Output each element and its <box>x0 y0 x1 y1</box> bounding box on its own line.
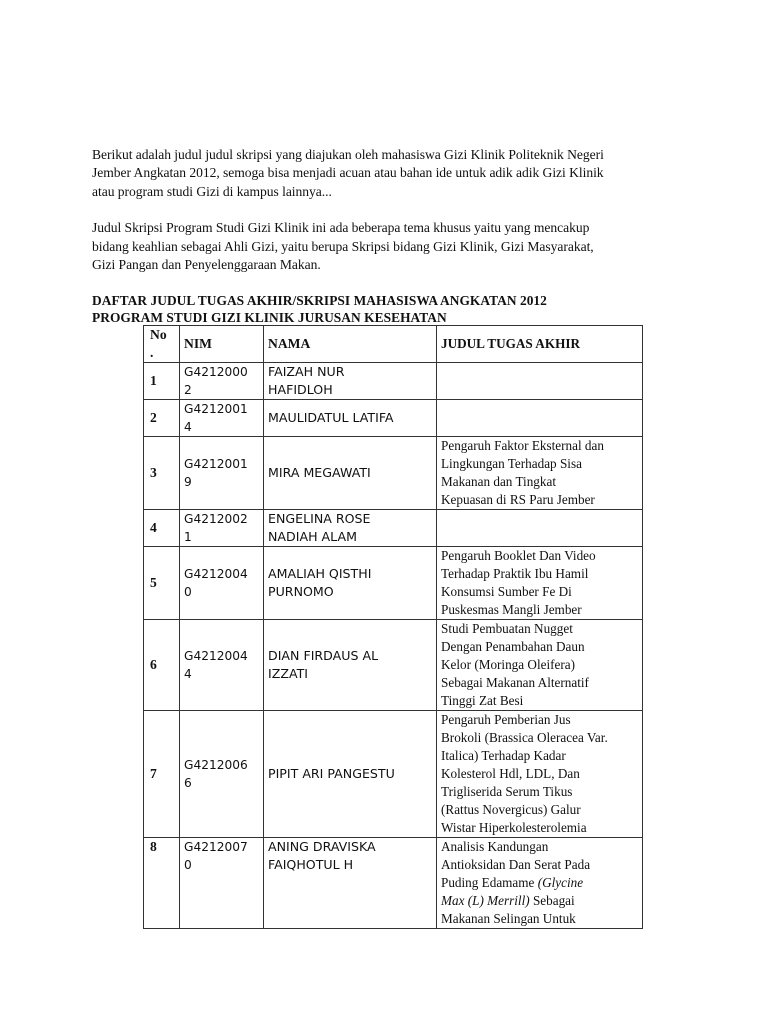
nim-part: 4 <box>184 420 192 434</box>
cell-nim <box>180 547 264 620</box>
judul-line: Konsumsi Sumber Fe Di <box>441 584 572 599</box>
cell-judul <box>437 711 643 838</box>
judul-text: Puding Edamame <box>441 875 538 890</box>
judul-line <box>441 874 638 892</box>
judul-line: Pengaruh Booklet Dan Video <box>441 548 596 563</box>
nama-part: DIAN FIRDAUS AL <box>268 648 379 663</box>
cell-judul <box>437 437 643 510</box>
cell-nim <box>180 400 264 437</box>
species-name-italic: Max (L) Merrill) <box>441 893 530 908</box>
cell-no: 3 <box>144 437 180 510</box>
intro-paragraph <box>92 146 672 201</box>
judul-line: Pengaruh Faktor Eksternal dan <box>441 438 604 453</box>
cell-nama <box>264 400 437 437</box>
nim-part: 1 <box>184 530 192 544</box>
cell-judul <box>437 363 643 400</box>
cell-nama <box>264 838 437 929</box>
intro-line: Berikut adalah judul judul skripsi yang diajukan oleh mahasiswa Gizi Klinik Politeknik Negeri <box>92 147 604 162</box>
header-nim: NIM <box>180 326 264 363</box>
table-row <box>144 400 643 437</box>
nim-part: 9 <box>184 475 192 489</box>
cell-nama <box>264 711 437 838</box>
cell-nim <box>180 437 264 510</box>
judul-line: Makanan Selingan Untuk <box>441 911 576 926</box>
nim-part: 2 <box>184 383 192 397</box>
cell-nim <box>180 620 264 711</box>
nim-part: 4 <box>184 667 192 681</box>
header-judul: JUDUL TUGAS AKHIR <box>437 326 643 363</box>
nama-part: AMALIAH QISTHI <box>268 566 372 581</box>
judul-line: Dengan Penambahan Daun <box>441 639 585 654</box>
judul-line <box>441 892 638 910</box>
table-row <box>144 711 643 838</box>
cell-judul <box>437 620 643 711</box>
nama-part: NADIAH ALAM <box>268 529 357 544</box>
intro-line: atau program studi Gizi di kampus lainnya... <box>92 183 332 199</box>
judul-line: Trigliserida Serum Tikus <box>441 784 573 799</box>
cell-nim <box>180 838 264 929</box>
nim-part: G4212002 <box>184 512 248 526</box>
nim-part: G4212004 <box>184 649 248 663</box>
intro-line: Jember Angkatan 2012, semoga bisa menjadi acuan atau bahan ide untuk adik adik Gizi Klinik <box>92 165 604 181</box>
cell-nama <box>264 547 437 620</box>
list-heading-line2: PROGRAM STUDI GIZI KLINIK JURUSAN KESEHATAN <box>92 310 447 326</box>
judul-line: Kolesterol Hdl, LDL, Dan <box>441 766 580 781</box>
table-row <box>144 363 643 400</box>
nama-part: PURNOMO <box>268 584 334 599</box>
judul-line: Tinggi Zat Besi <box>441 693 524 708</box>
judul-line: Pengaruh Pemberian Jus <box>441 712 571 727</box>
judul-text: Sebagai <box>529 893 575 908</box>
cell-no: 2 <box>144 400 180 437</box>
nim-part: G4212007 <box>184 840 248 854</box>
judul-line: Sebagai Makanan Alternatif <box>441 675 589 690</box>
judul-line: (Rattus Novergicus) Galur <box>441 802 581 817</box>
cell-no: 7 <box>144 711 180 838</box>
thesis-table <box>143 325 643 929</box>
nim-part: G4212000 <box>184 365 248 379</box>
table-header-row <box>144 326 643 363</box>
theme-line: bidang keahlian sebagai Ahli Gizi, yaitu berupa Skripsi bidang Gizi Klinik, Gizi Masyarakat, <box>92 238 594 254</box>
judul-line: Analisis Kandungan <box>441 839 549 854</box>
header-no-dot: . <box>150 345 154 360</box>
cell-nim <box>180 510 264 547</box>
nim-part: 0 <box>184 585 192 599</box>
cell-no: 1 <box>144 363 180 400</box>
table-row <box>144 437 643 510</box>
cell-judul <box>437 510 643 547</box>
theme-paragraph <box>92 219 672 274</box>
header-no <box>144 326 180 363</box>
judul-line: Brokoli (Brassica Oleracea Var. <box>441 730 608 745</box>
nama-part: ANING DRAVISKA <box>268 839 376 854</box>
table-row <box>144 547 643 620</box>
judul-line: Antioksidan Dan Serat Pada <box>441 857 591 872</box>
cell-nim <box>180 363 264 400</box>
cell-nama <box>264 437 437 510</box>
table-row <box>144 620 643 711</box>
nama-part: ENGELINA ROSE <box>268 511 371 526</box>
nim-part: 0 <box>184 858 192 872</box>
cell-judul <box>437 838 643 929</box>
cell-no: 4 <box>144 510 180 547</box>
nim-part: G4212004 <box>184 567 248 581</box>
judul-line: Terhadap Praktik Ibu Hamil <box>441 566 589 581</box>
judul-line: Studi Pembuatan Nugget <box>441 621 573 636</box>
table-row <box>144 838 643 929</box>
nama-part: MAULIDATUL LATIFA <box>268 410 394 425</box>
cell-nama <box>264 510 437 547</box>
theme-line: Judul Skripsi Program Studi Gizi Klinik ini ada beberapa tema khusus yaitu yang mencakup <box>92 220 590 236</box>
judul-line: Kepuasan di RS Paru Jember <box>441 492 595 507</box>
cell-judul <box>437 400 643 437</box>
nim-part: G4212001 <box>184 457 248 471</box>
judul-line: Puskesmas Mangli Jember <box>441 602 582 617</box>
nama-part: HAFIDLOH <box>268 382 333 397</box>
cell-nim <box>180 711 264 838</box>
cell-judul <box>437 547 643 620</box>
cell-nama <box>264 363 437 400</box>
judul-line: Makanan dan Tingkat <box>441 474 557 489</box>
cell-no: 5 <box>144 547 180 620</box>
nama-part: MIRA MEGAWATI <box>268 465 371 480</box>
nim-part: 6 <box>184 776 192 790</box>
nim-part: G4212006 <box>184 758 248 772</box>
judul-line: Italica) Terhadap Kadar <box>441 748 566 763</box>
nim-part: G4212001 <box>184 402 248 416</box>
header-nama: NAMA <box>264 326 437 363</box>
nama-part: FAIQHOTUL H <box>268 857 354 872</box>
judul-line: Wistar Hiperkolesterolemia <box>441 820 587 835</box>
document-body <box>92 146 672 326</box>
nama-part: PIPIT ARI PANGESTU <box>268 766 395 781</box>
nama-part: IZZATI <box>268 666 309 681</box>
nama-part: FAIZAH NUR <box>268 364 345 379</box>
judul-line: Kelor (Moringa Oleifera) <box>441 657 576 672</box>
table-row <box>144 510 643 547</box>
theme-line: Gizi Pangan dan Penyelenggaraan Makan. <box>92 257 321 273</box>
header-no-text: No <box>150 327 167 342</box>
list-heading-line1: DAFTAR JUDUL TUGAS AKHIR/SKRIPSI MAHASISWA ANGKATAN 2012 <box>92 293 547 309</box>
judul-line: Lingkungan Terhadap Sisa <box>441 456 582 471</box>
species-name-italic: (Glycine <box>537 875 584 890</box>
cell-no: 6 <box>144 620 180 711</box>
cell-no: 8 <box>144 838 180 929</box>
cell-nama <box>264 620 437 711</box>
